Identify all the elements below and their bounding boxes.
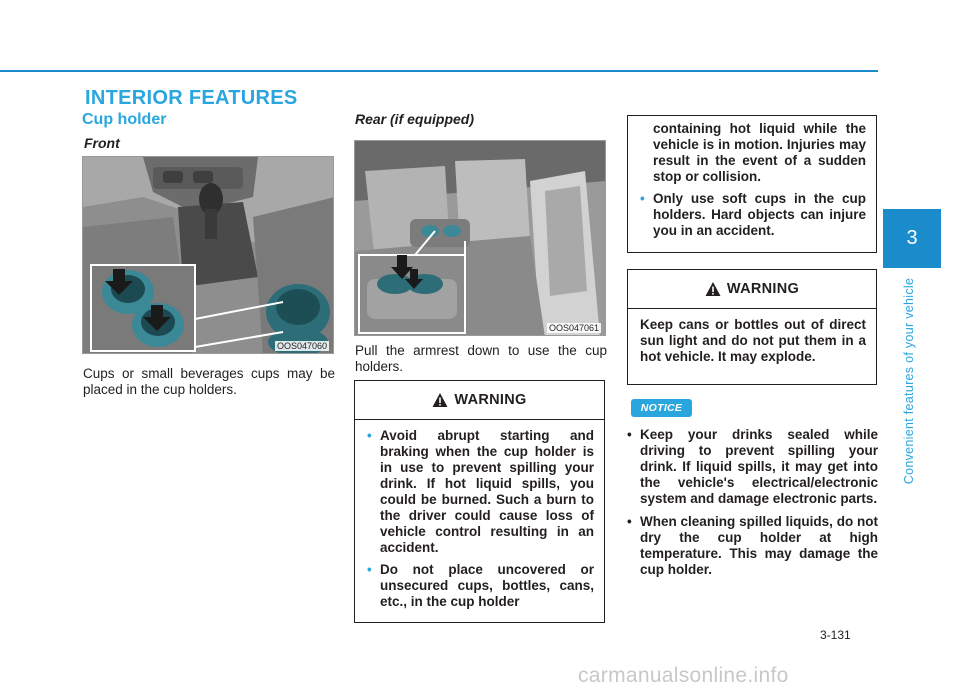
warning-box-continued (627, 115, 877, 253)
warning-title: WARNING (726, 281, 800, 297)
warning-triangle-icon (432, 392, 448, 408)
bullet-icon: • (640, 191, 645, 206)
notice-item: • Keep your drinks sealed while driving to prevent spilling your drink. If liquid spills, it may get into the vehicle's electrical/electronic system and damage electronic parts. (627, 427, 878, 506)
chapter-caption-text: Convenient features of your vehicle (902, 277, 916, 485)
front-image-code: OOS047060 (276, 341, 327, 351)
cup-holder-heading: Cup holder (82, 111, 167, 128)
front-description: Cups or small beverages cups may be placed in the cup holders. (83, 366, 335, 397)
rear-cup-holder-image (354, 140, 606, 336)
page-number: 3-131 (820, 628, 851, 642)
notice-badge: NOTICE (631, 399, 692, 417)
warning-triangle-icon (705, 281, 721, 297)
warning-item: • Avoid abrupt starting and braking when the cup holder is in use to prevent spilling your drink. If hot liquid spills, you could be burned. Such a burn to the driver could cause loss of vehicle control resulting in an accident. (367, 428, 594, 555)
warning-header (355, 381, 604, 420)
chapter-caption (894, 268, 924, 494)
chapter-tab: 3 (883, 209, 941, 268)
bullet-icon: • (367, 562, 372, 577)
warning-title: WARNING (454, 392, 527, 408)
rear-cup-holder-illustration (355, 141, 606, 336)
front-heading: Front (84, 135, 120, 151)
bullet-icon: • (627, 514, 632, 529)
warning-header (628, 270, 876, 309)
bullet-icon: • (627, 427, 632, 442)
rear-image-code: OOS047061 (548, 323, 599, 333)
warning-box-driving (354, 380, 605, 623)
warning-box-sunlight (627, 269, 877, 385)
front-cup-holder-image (82, 156, 334, 354)
rear-description: Pull the armrest down to use the cup holders. (355, 343, 607, 374)
notice-item: • When cleaning spilled liquids, do not dry the cup holder at high temperature. This may damage the cup holder. (627, 514, 878, 577)
watermark: carmanualsonline.info (578, 664, 789, 687)
bullet-icon: • (367, 428, 372, 443)
warning-continuation: containing hot liquid while the vehicle is in motion. Injuries may result in the event of a sudden stop or collision. (653, 121, 866, 184)
front-cup-holder-illustration (83, 157, 334, 354)
section-title: INTERIOR FEATURES (85, 87, 298, 109)
notice-list (627, 427, 878, 585)
warning-item: • Only use soft cups in the cup holders. Hard objects can injure you in an accident. (640, 191, 866, 238)
warning-text: Keep cans or bottles out of direct sun light and do not put them in a hot vehicle. It may explode. (640, 317, 866, 364)
top-rule (0, 70, 878, 72)
rear-heading: Rear (if equipped) (355, 111, 475, 127)
warning-item: • Do not place uncovered or unsecured cups, bottles, cans, etc., in the cup holder (367, 562, 594, 609)
